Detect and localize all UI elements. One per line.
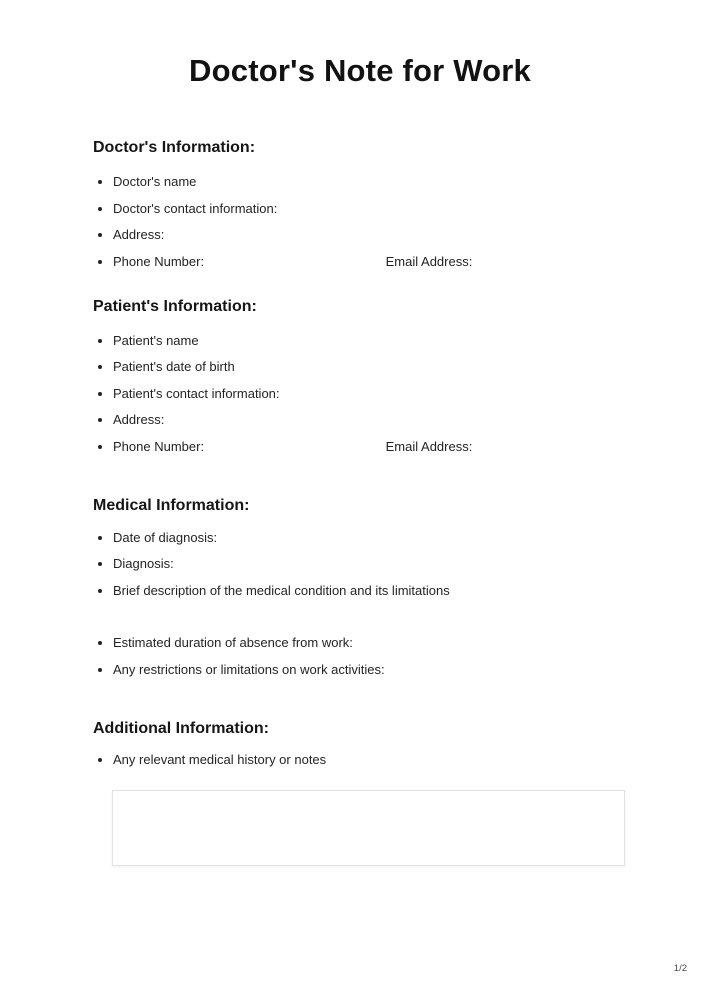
phone-number-label: Phone Number:	[113, 438, 205, 454]
bullet-text: Address:	[113, 227, 165, 242]
patients-information-heading: Patient's Information:	[93, 297, 257, 315]
bullet-text: Any relevant medical history or notes	[113, 751, 327, 767]
bullet-text: Diagnosis:	[113, 556, 174, 571]
doctors-information-list	[93, 175, 627, 268]
additional-information-heading: Additional Information:	[93, 719, 269, 737]
bullet-text: Address:	[113, 412, 165, 427]
list-item	[113, 636, 627, 649]
page-title: Doctor's Note for Work	[189, 53, 531, 88]
list-item	[113, 360, 627, 373]
list-item	[113, 334, 627, 347]
patients-information-list	[93, 334, 627, 453]
bullet-text: Patient's date of birth	[113, 359, 235, 374]
list-item	[113, 175, 627, 188]
bullet-text: Estimated duration of absence from work:	[113, 635, 353, 650]
list-item-phone-email	[113, 440, 627, 453]
email-address-label: Email Address:	[385, 438, 473, 454]
list-item	[113, 387, 627, 400]
section-patients-information	[93, 299, 627, 453]
section-additional-information	[93, 721, 627, 766]
list-item	[113, 753, 627, 766]
bullet-text: Patient's contact information:	[113, 385, 280, 401]
bullet-text: Patient's name	[113, 332, 199, 348]
list-item	[113, 228, 627, 241]
list-item	[113, 413, 627, 426]
medical-information-list	[93, 531, 627, 676]
list-item	[113, 531, 627, 544]
list-item	[113, 202, 627, 215]
section-doctors-information	[93, 140, 627, 268]
section-medical-information	[93, 498, 627, 676]
list-item	[113, 584, 627, 597]
bullet-text: Doctor's name	[113, 174, 197, 189]
email-address-label: Email Address:	[385, 253, 473, 269]
list-item	[113, 663, 627, 676]
bullet-text: Doctor's contact information:	[113, 200, 278, 216]
medical-information-heading: Medical Information:	[93, 496, 250, 514]
list-item	[113, 557, 627, 570]
bullet-text: Any restrictions or limitations on work activities:	[113, 661, 385, 677]
bullet-text: Brief description of the medical condition and its limitations	[113, 582, 450, 598]
notes-box[interactable]	[112, 790, 625, 866]
phone-number-label: Phone Number:	[113, 253, 205, 269]
page-indicator: 1/2	[673, 963, 687, 974]
list-item-phone-email	[113, 255, 627, 268]
additional-information-list	[93, 753, 627, 766]
doctors-information-heading: Doctor's Information:	[93, 139, 256, 156]
bullet-text: Date of diagnosis:	[113, 529, 218, 545]
